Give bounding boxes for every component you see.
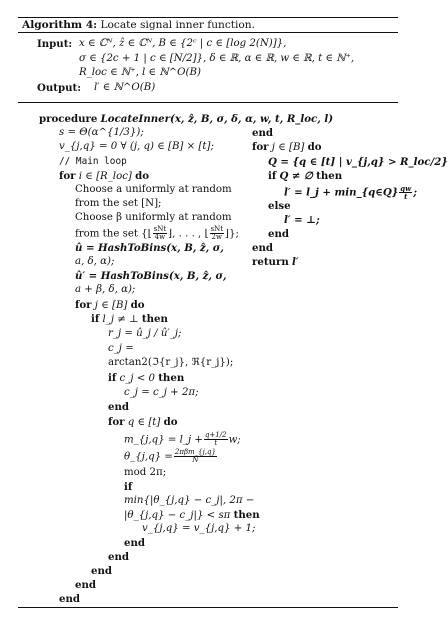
- fraction-numerator: sNt: [210, 225, 224, 233]
- line-min-cond-cont: [124, 509, 260, 522]
- fraction-numerator: qw: [400, 184, 412, 193]
- if-keyword: if: [91, 313, 100, 325]
- line-end-for-q: end: [108, 551, 130, 563]
- then-keyword: then: [158, 372, 185, 384]
- if-condition: c_j < 0: [119, 373, 155, 384]
- if-condition: l_j ≠ ⊥: [102, 314, 139, 325]
- right-q-set: Q = {q ∈ [t] | v_{j,q} > R_loc/2}: [268, 156, 448, 168]
- line-end-for-i: end: [59, 593, 81, 605]
- m-jq-tail: w;: [228, 434, 241, 446]
- line-u-hash: û = HashToBins(x, B, ẑ, σ,: [75, 242, 224, 254]
- line-s-theta: s = Θ(α^{1/3});: [59, 127, 144, 138]
- right-if-q: [268, 170, 342, 183]
- procedure-header: [39, 113, 333, 126]
- line-theta-jq: [124, 449, 218, 464]
- line-arctan: arctan2(ℑ{r_j}, ℜ{r_j});: [108, 357, 234, 368]
- line-end-for-j: end: [75, 579, 97, 591]
- fraction-qw-t: [399, 185, 412, 200]
- input-line-2: σ ∈ {2c + 1 | c ∈ [N/2]}, δ ∈ ℝ, α ∈ ℝ, w ∈ ℝ, t ∈ ℕ⁺,: [79, 53, 355, 64]
- caption-rule: [18, 32, 398, 33]
- for-keyword: for: [59, 170, 76, 182]
- line-end-if-min: end: [124, 537, 146, 549]
- for-q-range: q ∈ [t]: [127, 417, 161, 428]
- right-else: else: [268, 200, 291, 212]
- algorithm-label: Algorithm 4:: [22, 19, 98, 31]
- line-cj: c_j =: [108, 343, 134, 354]
- input-line-3: R_loc ∈ ℕ⁺, l ∈ ℕ^O(B): [79, 67, 201, 78]
- algorithm-title: Locate signal inner function.: [100, 19, 255, 31]
- line-for-i: [59, 170, 149, 183]
- for-j-range: j ∈ [B]: [94, 300, 128, 311]
- then-keyword: then: [233, 509, 260, 521]
- line-min-cond: min{|θ_{j,q} − c_j|, 2π −: [124, 495, 255, 506]
- line-from-set-n: from the set [N];: [75, 198, 162, 209]
- line-mod-2pi: mod 2π;: [124, 467, 167, 478]
- line-choose-a: Choose a uniformly at random: [75, 184, 232, 195]
- bottom-rule: [18, 607, 398, 608]
- for-keyword: for: [75, 299, 92, 311]
- theta-jq-lhs: θ_{j,q} =: [124, 451, 173, 463]
- do-keyword: do: [307, 141, 322, 153]
- line-v-init: v_{j,q} = 0 ∀ (j, q) ∈ [B] × [t];: [59, 141, 214, 152]
- fraction-2pi-beta-m-n: [174, 449, 217, 464]
- fraction-denominator: 4w: [154, 233, 166, 241]
- line-for-q: [108, 416, 178, 429]
- line-choose-beta: Choose β uniformly at random: [75, 212, 232, 223]
- do-keyword: do: [135, 170, 150, 182]
- then-keyword: then: [141, 313, 168, 325]
- for-keyword: for: [252, 141, 269, 153]
- line-u-prime-hash: û′ = HashToBins(x, B, ẑ, σ,: [75, 270, 227, 282]
- fraction-denominator: t: [214, 439, 218, 447]
- line-u-prime-hash-cont: a + β, δ, α);: [75, 284, 136, 295]
- fraction-denominator: N: [192, 456, 199, 464]
- fraction-numerator: sNt: [153, 225, 167, 233]
- right-l-prime-bottom: l′ = ⊥;: [284, 214, 320, 226]
- procedure-args: (x, ẑ, B, σ, δ, α, w, t, R_loc, l): [170, 113, 334, 125]
- set-close: ⌋};: [225, 228, 239, 240]
- line-if-lj: [91, 313, 168, 326]
- line-end-if-lj: end: [91, 565, 113, 577]
- fraction-snt-4w: [153, 226, 168, 241]
- line-if-min: if: [124, 481, 133, 493]
- if-keyword: if: [108, 372, 117, 384]
- right-l-prime-assign: [284, 185, 417, 200]
- input-label: Input:: [37, 38, 73, 50]
- if-condition: Q ≠ ∅: [279, 170, 313, 182]
- for-keyword: for: [108, 416, 125, 428]
- for-j-range: j ∈ [B]: [271, 142, 305, 153]
- line-m-jq: [124, 432, 241, 447]
- output-line: l′ ∈ ℕ^O(B): [94, 82, 156, 93]
- procedure-keyword: procedure: [39, 113, 98, 125]
- do-keyword: do: [163, 416, 178, 428]
- fraction-denominator: 2w: [211, 233, 222, 241]
- m-jq-lhs: m_{j,q} = l_j +: [124, 434, 203, 446]
- fraction-snt-2w: [210, 226, 225, 241]
- line-from-set-beta: [75, 226, 239, 241]
- algorithm-caption: [22, 19, 255, 31]
- line-if-cj: [108, 372, 184, 385]
- line-comment-main-loop: // Main loop: [59, 156, 127, 167]
- set-open: from the set {⌊: [75, 228, 152, 240]
- right-end-for: end: [252, 242, 274, 254]
- return-value: l′: [292, 256, 299, 268]
- right-for-j: [252, 141, 322, 154]
- right-end-1: end: [252, 127, 274, 139]
- then-keyword: then: [316, 170, 343, 182]
- line-rj: r_j = û_j / û′_j;: [108, 328, 182, 339]
- fraction-denominator: t: [404, 192, 408, 201]
- line-cj-plus: c_j = c_j + 2π;: [124, 387, 199, 398]
- do-keyword: do: [130, 299, 145, 311]
- right-return: [252, 256, 299, 269]
- fraction-numerator: q+1/2: [204, 431, 227, 439]
- line-u-hash-cont: a, δ, α);: [75, 256, 115, 267]
- fraction-numerator: 2πβm_{j,q}: [174, 448, 216, 456]
- line-v-increment: v_{j,q} = v_{j,q} + 1;: [142, 523, 256, 534]
- for-i-range: i ∈ [R_loc]: [78, 171, 132, 182]
- line-for-j: [75, 299, 145, 312]
- right-end-if: end: [268, 228, 290, 240]
- fraction-q-half-t: [204, 432, 228, 447]
- line-end-if-cj: end: [108, 401, 130, 413]
- min-cond-tail: |θ_{j,q} − c_j|} < sπ: [124, 510, 231, 521]
- set-middle: ⌋, . . . , ⌊: [168, 228, 209, 240]
- procedure-name: LocateInner: [100, 113, 170, 125]
- l-prime-tail: ;: [413, 186, 417, 199]
- l-prime-lhs: l′ = l_j + min_{q∈Q}: [284, 186, 399, 199]
- if-keyword: if: [268, 170, 277, 182]
- output-label: Output:: [37, 82, 81, 94]
- input-line-1: x ∈ ℂᴺ, ẑ ∈ ℂᴺ, B ∈ {2ᶜ | c ∈ [log 2(N)]},: [79, 38, 287, 49]
- return-keyword: return: [252, 256, 289, 268]
- io-rule: [18, 102, 398, 103]
